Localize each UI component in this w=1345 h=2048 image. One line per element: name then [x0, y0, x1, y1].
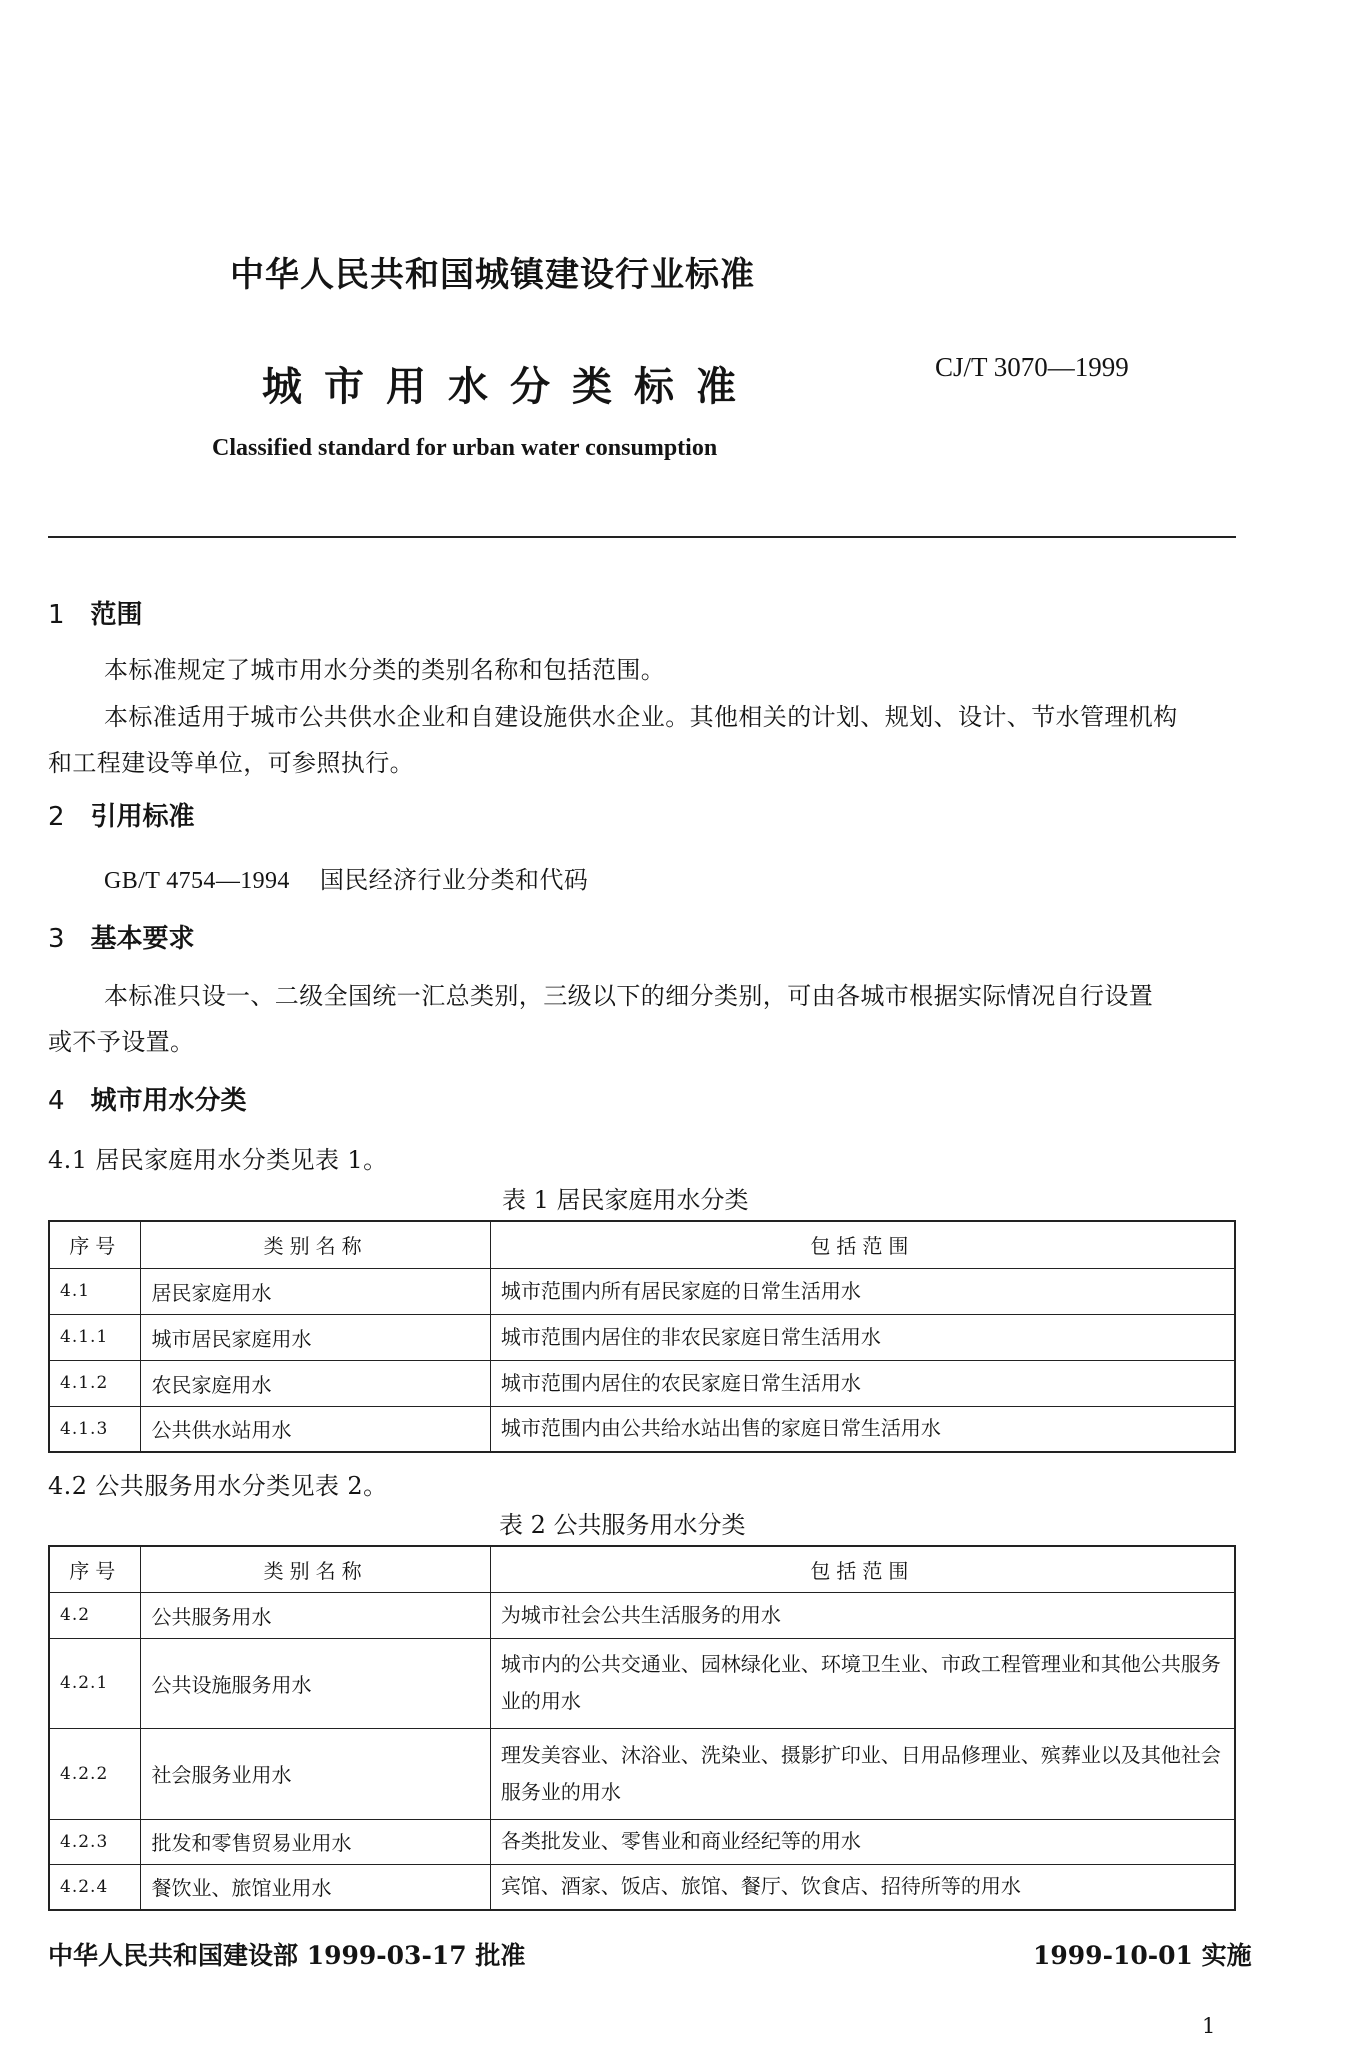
table-header-row — [49, 1546, 1235, 1592]
cell-scope: 城市内的公共交通业、园林绿化业、环境卫生业、市政工程管理业和其他公共服务业的用水 — [490, 1638, 1235, 1728]
table-row — [49, 1592, 1235, 1638]
standard-title: 城市用水分类标准 — [262, 363, 758, 410]
column-header: 序号 — [49, 1546, 141, 1592]
header-divider — [48, 536, 1236, 538]
cell-scope: 理发美容业、沐浴业、洗染业、摄影扩印业、日用品修理业、殡葬业以及其他社会服务业的用水 — [490, 1728, 1235, 1819]
section-3-heading — [48, 918, 195, 955]
section-number: 4 — [48, 1086, 65, 1116]
standard-title-english: Classified standard for urban water consumption — [212, 435, 718, 461]
table-row — [49, 1728, 1235, 1819]
column-header: 序号 — [49, 1221, 141, 1268]
cell-code: 4.1.1 — [49, 1314, 141, 1360]
column-header: 包括范围 — [490, 1546, 1235, 1592]
cell-scope: 城市范围内居住的非农民家庭日常生活用水 — [490, 1314, 1235, 1360]
normative-reference — [104, 860, 588, 895]
section-4-heading — [48, 1080, 247, 1117]
table-row — [49, 1406, 1235, 1452]
table-row — [49, 1314, 1235, 1360]
section-1-paragraph-2-line-1: 本标准适用于城市公共供水企业和自建设施供水企业。其他相关的计划、规划、设计、节水管理机构 — [104, 703, 1178, 731]
cell-scope: 城市范围内由公共给水站出售的家庭日常生活用水 — [490, 1406, 1235, 1452]
section-3-paragraph-line-1: 本标准只设一、二级全国统一汇总类别，三级以下的细分类别，可由各城市根据实际情况自行设置 — [104, 982, 1154, 1010]
cell-code: 4.2.4 — [49, 1864, 141, 1910]
cell-category: 批发和零售贸易业用水 — [141, 1819, 490, 1864]
cell-category: 农民家庭用水 — [141, 1360, 490, 1406]
section-1-heading — [48, 594, 143, 631]
cell-scope: 城市范围内所有居民家庭的日常生活用水 — [490, 1268, 1235, 1314]
standard-org-heading: 中华人民共和国城镇建设行业标准 — [230, 255, 755, 295]
implementation-date: 1999-10-01 实施 — [1033, 1941, 1252, 1970]
cell-scope: 各类批发业、零售业和商业经纪等的用水 — [490, 1819, 1235, 1864]
table-2-caption: 表 2 公共服务用水分类 — [499, 1511, 746, 1539]
table-row — [49, 1864, 1235, 1910]
section-title: 引用标准 — [90, 802, 195, 832]
cell-category: 社会服务业用水 — [141, 1728, 490, 1819]
cell-code: 4.1.3 — [49, 1406, 141, 1452]
cell-code: 4.2.3 — [49, 1819, 141, 1864]
approval-line: 中华人民共和国建设部 1999-03-17 批准 — [48, 1941, 526, 1970]
column-header: 类别名称 — [141, 1546, 490, 1592]
standard-code: CJ/T 3070—1999 — [935, 352, 1129, 382]
cell-code: 4.2.1 — [49, 1638, 141, 1728]
section-3-paragraph-line-2: 或不予设置。 — [48, 1028, 195, 1056]
cell-category: 公共设施服务用水 — [141, 1638, 490, 1728]
section-title: 城市用水分类 — [90, 1086, 247, 1116]
section-1-paragraph-2-line-2: 和工程建设等单位，可参照执行。 — [48, 749, 414, 777]
subsection-4-2: 4.2 公共服务用水分类见表 2。 — [48, 1472, 388, 1500]
table-row — [49, 1819, 1235, 1864]
table-row — [49, 1360, 1235, 1406]
cell-scope: 宾馆、酒家、饭店、旅馆、餐厅、饮食店、招待所等的用水 — [490, 1864, 1235, 1910]
table-2 — [48, 1545, 1236, 1911]
cell-category: 公共服务用水 — [141, 1592, 490, 1638]
column-header: 包括范围 — [490, 1221, 1235, 1268]
reference-title: 国民经济行业分类和代码 — [319, 866, 589, 894]
cell-code: 4.1.2 — [49, 1360, 141, 1406]
cell-scope: 为城市社会公共生活服务的用水 — [490, 1592, 1235, 1638]
table-row — [49, 1638, 1235, 1728]
cell-category: 城市居民家庭用水 — [141, 1314, 490, 1360]
column-header: 类别名称 — [141, 1221, 490, 1268]
cell-scope: 城市范围内居住的农民家庭日常生活用水 — [490, 1360, 1235, 1406]
table-1-caption: 表 1 居民家庭用水分类 — [502, 1186, 749, 1214]
cell-category: 公共供水站用水 — [141, 1406, 490, 1452]
section-title: 基本要求 — [90, 924, 195, 954]
section-1-paragraph-1: 本标准规定了城市用水分类的类别名称和包括范围。 — [104, 656, 666, 684]
section-number: 3 — [48, 924, 65, 954]
reference-code: GB/T 4754—1994 — [104, 868, 290, 894]
cell-code: 4.2.2 — [49, 1728, 141, 1819]
cell-code: 4.1 — [49, 1268, 141, 1314]
table-1 — [48, 1220, 1236, 1453]
table-row — [49, 1268, 1235, 1314]
cell-code: 4.2 — [49, 1592, 141, 1638]
section-number: 1 — [48, 600, 65, 630]
section-title: 范围 — [90, 600, 143, 630]
table-header-row — [49, 1221, 1235, 1268]
section-2-heading — [48, 796, 195, 833]
section-number: 2 — [48, 802, 65, 832]
cell-category: 居民家庭用水 — [141, 1268, 490, 1314]
subsection-4-1: 4.1 居民家庭用水分类见表 1。 — [48, 1146, 388, 1174]
cell-category: 餐饮业、旅馆业用水 — [141, 1864, 490, 1910]
page-number: 1 — [1202, 2014, 1216, 2038]
